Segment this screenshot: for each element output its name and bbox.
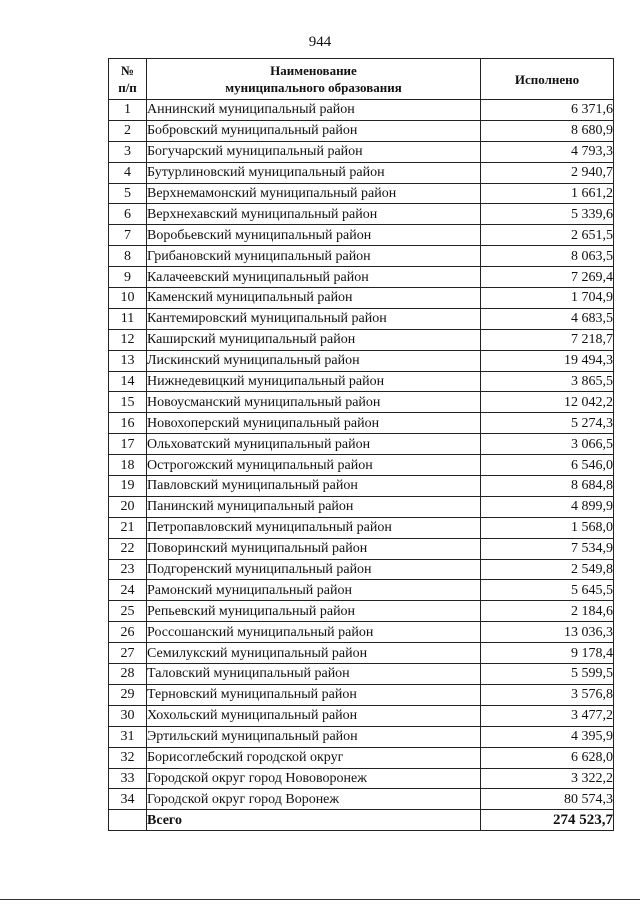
row-number: 4 (109, 162, 147, 183)
row-number: 29 (109, 684, 147, 705)
row-number: 22 (109, 538, 147, 559)
header-number-line1: № (120, 63, 135, 78)
row-value: 2 549,8 (481, 559, 614, 580)
row-number: 31 (109, 726, 147, 747)
row-number: 34 (109, 789, 147, 810)
row-number: 12 (109, 329, 147, 350)
row-name: Борисоглебский городской округ (147, 747, 481, 768)
row-name: Новоусманский муниципальный район (147, 392, 481, 413)
row-value: 4 683,5 (481, 308, 614, 329)
header-name-line2: муниципального образования (225, 80, 402, 95)
row-number: 2 (109, 120, 147, 141)
row-name: Лискинский муниципальный район (147, 350, 481, 371)
row-name: Богучарский муниципальный район (147, 141, 481, 162)
row-value: 4 793,3 (481, 141, 614, 162)
row-number: 16 (109, 413, 147, 434)
row-number: 6 (109, 204, 147, 225)
table-row (109, 622, 614, 643)
table-row (109, 371, 614, 392)
row-value: 12 042,2 (481, 392, 614, 413)
total-row (109, 810, 614, 831)
row-number: 5 (109, 183, 147, 204)
total-num-cell (109, 810, 147, 831)
row-value: 9 178,4 (481, 643, 614, 664)
table-row (109, 120, 614, 141)
row-name: Острогожский муниципальный район (147, 455, 481, 476)
header-name-line1: Наименование (270, 63, 357, 78)
row-number: 14 (109, 371, 147, 392)
row-name: Терновский муниципальный район (147, 684, 481, 705)
table-row (109, 705, 614, 726)
row-number: 21 (109, 517, 147, 538)
row-name: Репьевский муниципальный район (147, 601, 481, 622)
row-value: 5 599,5 (481, 664, 614, 685)
row-number: 27 (109, 643, 147, 664)
table-row (109, 496, 614, 517)
row-value: 3 066,5 (481, 434, 614, 455)
table-row (109, 601, 614, 622)
row-value: 1 661,2 (481, 183, 614, 204)
table-row (109, 267, 614, 288)
row-number: 25 (109, 601, 147, 622)
row-value: 7 218,7 (481, 329, 614, 350)
row-number: 7 (109, 225, 147, 246)
row-number: 19 (109, 476, 147, 497)
table-row (109, 643, 614, 664)
row-name: Новохоперский муниципальный район (147, 413, 481, 434)
table-row (109, 517, 614, 538)
row-value: 8 684,8 (481, 476, 614, 497)
row-value: 6 546,0 (481, 455, 614, 476)
table-row (109, 684, 614, 705)
table-row (109, 204, 614, 225)
row-name: Воробьевский муниципальный район (147, 225, 481, 246)
row-name: Калачеевский муниципальный район (147, 267, 481, 288)
row-name: Аннинский муниципальный район (147, 100, 481, 121)
row-name: Подгоренский муниципальный район (147, 559, 481, 580)
row-name: Рамонский муниципальный район (147, 580, 481, 601)
row-value: 4 899,9 (481, 496, 614, 517)
municipal-execution-table (108, 58, 614, 831)
row-value: 1 568,0 (481, 517, 614, 538)
row-value: 4 395,9 (481, 726, 614, 747)
row-value: 6 371,6 (481, 100, 614, 121)
row-value: 19 494,3 (481, 350, 614, 371)
table-row (109, 455, 614, 476)
row-number: 23 (109, 559, 147, 580)
row-value: 7 269,4 (481, 267, 614, 288)
table-row (109, 225, 614, 246)
table-row (109, 538, 614, 559)
table-row (109, 413, 614, 434)
table-row (109, 246, 614, 267)
table-row (109, 768, 614, 789)
row-value: 5 339,6 (481, 204, 614, 225)
table-row (109, 726, 614, 747)
row-name: Павловский муниципальный район (147, 476, 481, 497)
row-name: Бутурлиновский муниципальный район (147, 162, 481, 183)
table-row (109, 664, 614, 685)
table-row (109, 141, 614, 162)
row-value: 6 628,0 (481, 747, 614, 768)
row-name: Эртильский муниципальный район (147, 726, 481, 747)
row-name: Верхнехавский муниципальный район (147, 204, 481, 225)
total-label: Всего (147, 810, 481, 831)
footer-rule (0, 899, 640, 901)
row-name: Ольховатский муниципальный район (147, 434, 481, 455)
row-value: 7 534,9 (481, 538, 614, 559)
total-value: 274 523,7 (481, 810, 614, 831)
row-number: 18 (109, 455, 147, 476)
table-row (109, 747, 614, 768)
table-row (109, 100, 614, 121)
row-name: Семилукский муниципальный район (147, 643, 481, 664)
row-number: 26 (109, 622, 147, 643)
row-name: Хохольский муниципальный район (147, 705, 481, 726)
row-number: 32 (109, 747, 147, 768)
page-number: 944 (308, 34, 332, 50)
row-value: 2 184,6 (481, 601, 614, 622)
row-value: 2 651,5 (481, 225, 614, 246)
table-row (109, 392, 614, 413)
row-name: Панинский муниципальный район (147, 496, 481, 517)
row-name: Каменский муниципальный район (147, 288, 481, 309)
row-value: 13 036,3 (481, 622, 614, 643)
row-number: 33 (109, 768, 147, 789)
row-number: 8 (109, 246, 147, 267)
row-name: Нижнедевицкий муниципальный район (147, 371, 481, 392)
row-name: Грибановский муниципальный район (147, 246, 481, 267)
table-row (109, 580, 614, 601)
row-number: 28 (109, 664, 147, 685)
row-value: 3 576,8 (481, 684, 614, 705)
table-row (109, 476, 614, 497)
header-name (147, 59, 481, 100)
row-name: Городской округ город Воронеж (147, 789, 481, 810)
table-row (109, 308, 614, 329)
row-number: 20 (109, 496, 147, 517)
row-number: 1 (109, 100, 147, 121)
row-name: Поворинский муниципальный район (147, 538, 481, 559)
row-number: 9 (109, 267, 147, 288)
row-value: 3 477,2 (481, 705, 614, 726)
row-number: 15 (109, 392, 147, 413)
row-name: Кантемировский муниципальный район (147, 308, 481, 329)
table-row (109, 183, 614, 204)
row-name: Бобровский муниципальный район (147, 120, 481, 141)
table-row (109, 162, 614, 183)
header-number (109, 59, 147, 100)
row-value: 8 680,9 (481, 120, 614, 141)
row-value: 3 865,5 (481, 371, 614, 392)
row-name: Таловский муниципальный район (147, 664, 481, 685)
row-value: 1 704,9 (481, 288, 614, 309)
row-number: 17 (109, 434, 147, 455)
row-value: 8 063,5 (481, 246, 614, 267)
row-number: 11 (109, 308, 147, 329)
table-row (109, 434, 614, 455)
table-row (109, 789, 614, 810)
row-number: 10 (109, 288, 147, 309)
row-value: 5 645,5 (481, 580, 614, 601)
table-row (109, 288, 614, 309)
row-value: 2 940,7 (481, 162, 614, 183)
row-name: Россошанский муниципальный район (147, 622, 481, 643)
row-number: 13 (109, 350, 147, 371)
row-value: 3 322,2 (481, 768, 614, 789)
row-value: 5 274,3 (481, 413, 614, 434)
row-value: 80 574,3 (481, 789, 614, 810)
table-row (109, 329, 614, 350)
header-value: Исполнено (481, 59, 614, 100)
row-number: 3 (109, 141, 147, 162)
row-name: Каширский муниципальный район (147, 329, 481, 350)
header-number-line2: п/п (118, 80, 137, 95)
row-number: 24 (109, 580, 147, 601)
table-header-row (109, 59, 614, 100)
table-row (109, 559, 614, 580)
row-name: Петропавловский муниципальный район (147, 517, 481, 538)
row-name: Верхнемамонский муниципальный район (147, 183, 481, 204)
row-number: 30 (109, 705, 147, 726)
table-row (109, 350, 614, 371)
row-name: Городской округ город Нововоронеж (147, 768, 481, 789)
